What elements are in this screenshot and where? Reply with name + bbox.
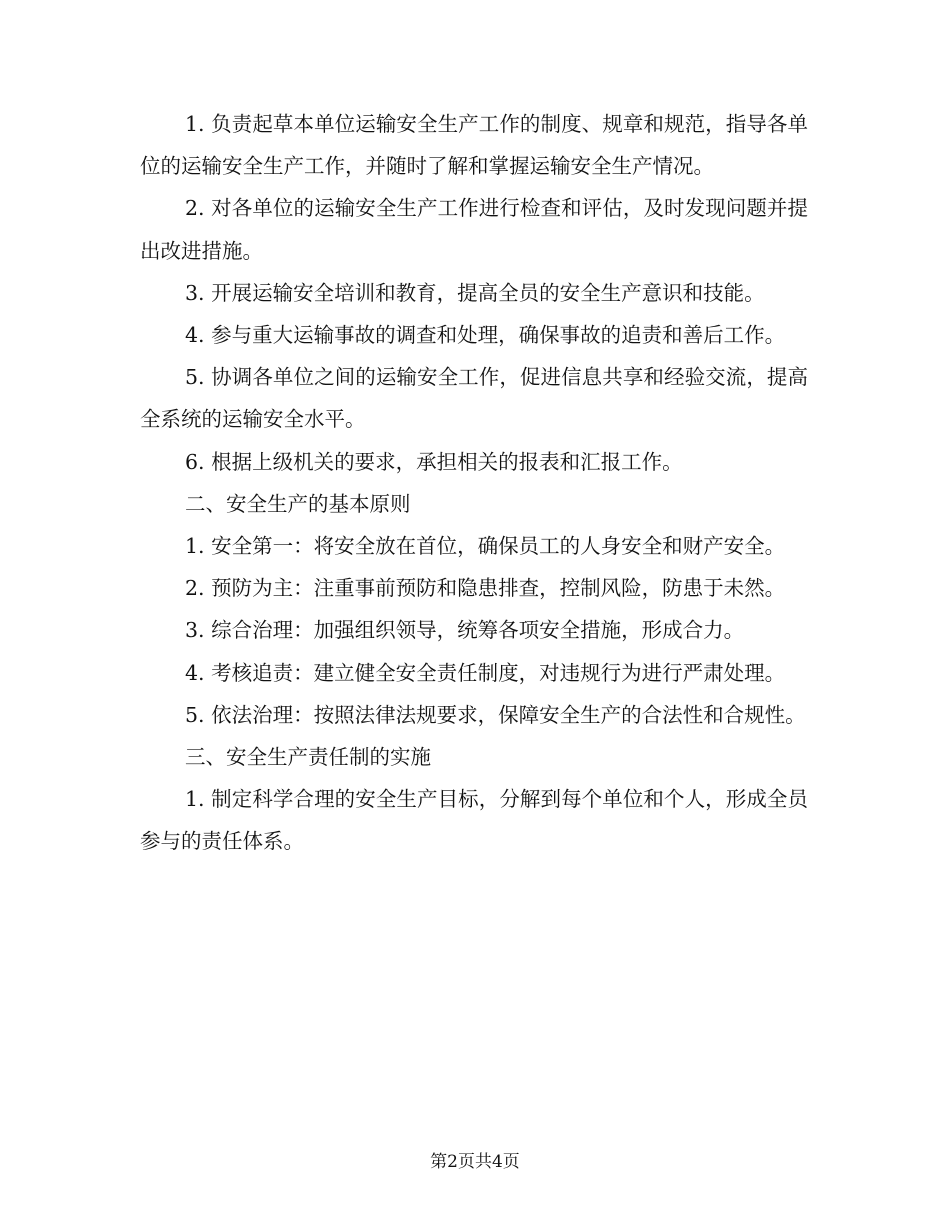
paragraph-implementation-1: 1. 制定科学合理的安全生产目标，分解到每个单位和个人，形成全员参与的责任体系。 bbox=[140, 787, 808, 854]
paragraph-duty-6: 6. 根据上级机关的要求，承担相关的报表和汇报工作。 bbox=[185, 449, 683, 474]
document-body bbox=[140, 103, 808, 863]
paragraph-duty-3: 3. 开展运输安全培训和教育，提高全员的安全生产意识和技能。 bbox=[185, 280, 765, 305]
paragraph-duty-2: 2. 对各单位的运输安全生产工作进行检查和评估，及时发现问题并提出改进措施。 bbox=[140, 196, 808, 263]
paragraph-duty-5: 5. 协调各单位之间的运输安全工作，促进信息共享和经验交流，提高全系统的运输安全水平。 bbox=[140, 365, 808, 432]
paragraph-principle-1: 1. 安全第一：将安全放在首位，确保员工的人身安全和财产安全。 bbox=[185, 534, 786, 559]
paragraph-duty-1: 1. 负责起草本单位运输安全生产工作的制度、规章和规范，指导各单位的运输安全生产工作，并随时了解和掌握运输安全生产情况。 bbox=[140, 112, 808, 179]
paragraph-principle-4: 4. 考核追责：建立健全安全责任制度，对违规行为进行严肃处理。 bbox=[185, 660, 786, 685]
paragraph-principle-5: 5. 依法治理：按照法律法规要求，保障安全生产的合法性和合规性。 bbox=[185, 702, 806, 727]
section-heading-principles: 二、安全生产的基本原则 bbox=[185, 491, 411, 516]
paragraph-principle-3: 3. 综合治理：加强组织领导，统筹各项安全措施，形成合力。 bbox=[185, 618, 745, 643]
paragraph-principle-2: 2. 预防为主：注重事前预防和隐患排查，控制风险，防患于未然。 bbox=[185, 576, 786, 601]
page-number-footer: 第2页共4页 bbox=[430, 1152, 520, 1172]
paragraph-duty-4: 4. 参与重大运输事故的调查和处理，确保事故的追责和善后工作。 bbox=[185, 323, 786, 348]
section-heading-implementation: 三、安全生产责任制的实施 bbox=[185, 745, 431, 770]
